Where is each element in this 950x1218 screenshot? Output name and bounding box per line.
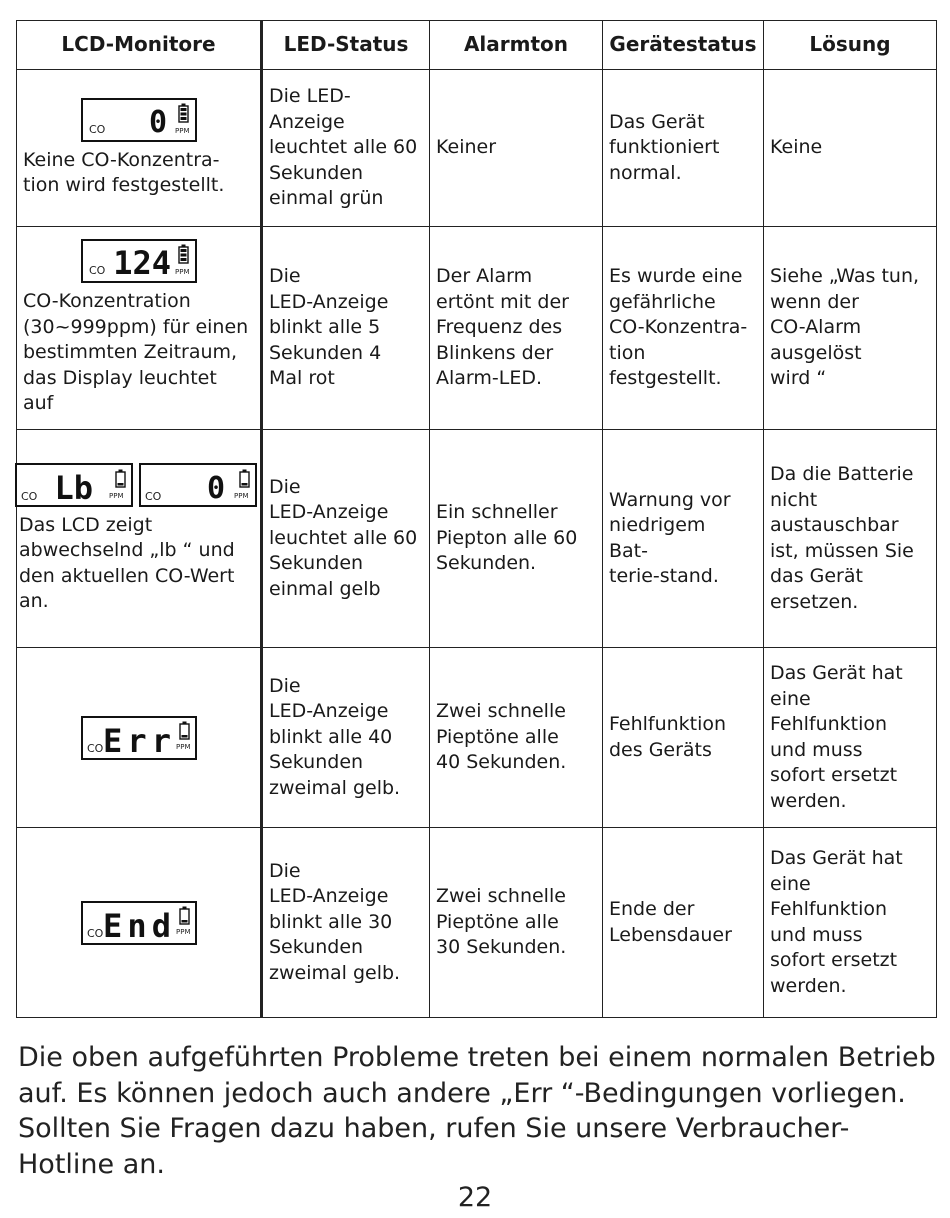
battery-empty-icon	[180, 721, 189, 739]
lcd-cell	[17, 828, 262, 1018]
lcd-co-label: CO	[86, 926, 103, 940]
device-status-text: Fehlfunktion des Geräts	[609, 713, 727, 761]
table-row	[17, 227, 937, 430]
led-status-text: Die LED-Anzeige blinkt alle 40 Sekunden zweimal gelb.	[269, 674, 401, 799]
lcd-value: Err	[102, 721, 171, 758]
lcd-value: Lb	[54, 468, 93, 505]
lcd-value: 124	[112, 244, 171, 282]
lcd-display-error	[81, 716, 197, 760]
lcd-display-end	[81, 901, 197, 945]
device-status-cell	[603, 70, 764, 227]
solution-text: Keine	[770, 136, 823, 159]
lcd-description: CO-Konzentration (30~999ppm) für einen bestimmten Zeitraum, das Display leuchtet auf	[23, 290, 249, 415]
lcd-ppm-label: PPM	[234, 491, 249, 500]
lcd-ppm-label: PPM	[175, 742, 190, 751]
lcd-value: 0	[206, 470, 226, 505]
led-status-cell	[262, 70, 430, 227]
alarm-text: Zwei schnelle Pieptöne alle 30 Sekunden.	[436, 885, 567, 959]
device-status-text: Es wurde eine gefährliche CO-Konzentra- tion festgestellt.	[609, 265, 748, 390]
solution-text: Das Gerät hat eine Fehlfunktion und muss sofort ersetzt werden.	[770, 847, 903, 997]
lcd-co-label: CO	[88, 264, 105, 278]
lcd-cell	[17, 648, 262, 828]
lcd-co-label: CO	[21, 489, 38, 503]
lcd-display-low-battery	[15, 463, 133, 507]
alarm-text: Der Alarm ertönt mit der Frequenz des Blinkens der Alarm-LED.	[436, 265, 569, 390]
device-status-cell	[603, 227, 764, 430]
led-status-text: Die LED-Anzeige leuchtet alle 60 Sekunden einmal gelb	[269, 475, 418, 600]
device-status-cell	[603, 648, 764, 828]
header-alarmton: Alarmton	[430, 21, 603, 70]
solution-cell	[764, 648, 937, 828]
table-row	[17, 430, 937, 648]
solution-cell	[764, 70, 937, 227]
battery-empty-icon	[180, 906, 189, 924]
device-status-cell	[603, 828, 764, 1018]
battery-empty-icon	[116, 469, 125, 487]
lcd-cell	[17, 430, 262, 648]
lcd-co-label: CO	[86, 741, 103, 755]
table-row	[17, 70, 937, 227]
solution-cell	[764, 227, 937, 430]
alarm-cell	[430, 648, 603, 828]
header-loesung: Lösung	[764, 21, 937, 70]
led-status-cell	[262, 227, 430, 430]
alarm-cell	[430, 227, 603, 430]
led-status-cell	[262, 430, 430, 648]
led-status-cell	[262, 828, 430, 1018]
lcd-ppm-label: PPM	[174, 126, 189, 135]
alarm-text: Ein schneller Piepton alle 60 Sekunden.	[436, 501, 578, 575]
lcd-ppm-label: PPM	[175, 927, 190, 936]
lcd-display-alarm	[81, 239, 197, 283]
solution-text: Das Gerät hat eine Fehlfunktion und muss sofort ersetzt werden.	[770, 662, 903, 812]
solution-text: Da die Batterie nicht austauschbar ist, müssen Sie das Gerät ersetzen.	[770, 463, 914, 613]
header-led-status: LED-Status	[262, 21, 430, 70]
lcd-co-label: CO	[88, 122, 105, 136]
lcd-value: End	[102, 906, 171, 943]
solution-text: Siehe „Was tun, wenn der CO-Alarm ausgelöst wird “	[770, 265, 920, 390]
solution-cell	[764, 430, 937, 648]
alarm-text: Keiner	[436, 136, 497, 159]
page-number: 22	[457, 1182, 493, 1213]
lcd-ppm-label: PPM	[174, 268, 189, 277]
table-row	[17, 828, 937, 1018]
header-lcd-monitore: LCD-Monitore	[17, 21, 262, 70]
device-status-text: Das Gerät funktioniert normal.	[609, 110, 720, 184]
alarm-text: Zwei schnelle Pieptöne alle 40 Sekunden.	[436, 700, 567, 774]
table-row	[17, 648, 937, 828]
table-header-row	[17, 21, 937, 70]
lcd-co-label: CO	[145, 489, 162, 503]
battery-empty-icon	[240, 469, 249, 487]
alarm-cell	[430, 828, 603, 1018]
led-status-text: Die LED-Anzeige blinkt alle 30 Sekunden zweimal gelb.	[269, 859, 401, 984]
lcd-ppm-label: PPM	[109, 491, 124, 500]
device-status-cell	[603, 430, 764, 648]
lcd-cell	[17, 227, 262, 430]
lcd-display-normal	[81, 98, 197, 142]
footnote-paragraph: Die oben aufgeführten Probleme treten bei einem normalen Betrieb auf. Es können jedoch auch andere „Err “-Bedingungen vorliegen. Sollten Sie Fragen dazu haben, rufen Sie unsere Verbraucher-Hotline an.	[18, 1042, 936, 1180]
battery-full-icon	[179, 245, 188, 264]
lcd-cell	[17, 70, 262, 227]
lcd-description: Das LCD zeigt abwechselnd „lb “ und den aktuellen CO-Wert an.	[19, 513, 235, 612]
lcd-display-current-value	[139, 463, 257, 507]
solution-cell	[764, 828, 937, 1018]
device-status-text: Ende der Lebensdauer	[609, 898, 732, 946]
alarm-cell	[430, 430, 603, 648]
lcd-description: Keine CO-Konzentra- tion wird festgestellt.	[23, 148, 225, 196]
battery-full-icon	[179, 103, 188, 122]
device-status-text: Warnung vor niedrigem Bat- terie-stand.	[609, 488, 731, 587]
alarm-cell	[430, 70, 603, 227]
header-geraetestatus: Gerätestatus	[603, 21, 764, 70]
led-status-text: Die LED-Anzeige blinkt alle 5 Sekunden 4 Mal rot	[269, 265, 389, 390]
led-status-text: Die LED- Anzeige leuchtet alle 60 Sekunden einmal grün	[269, 85, 418, 210]
led-status-cell	[262, 648, 430, 828]
lcd-value: 0	[148, 104, 167, 140]
troubleshooting-table	[16, 20, 937, 1018]
